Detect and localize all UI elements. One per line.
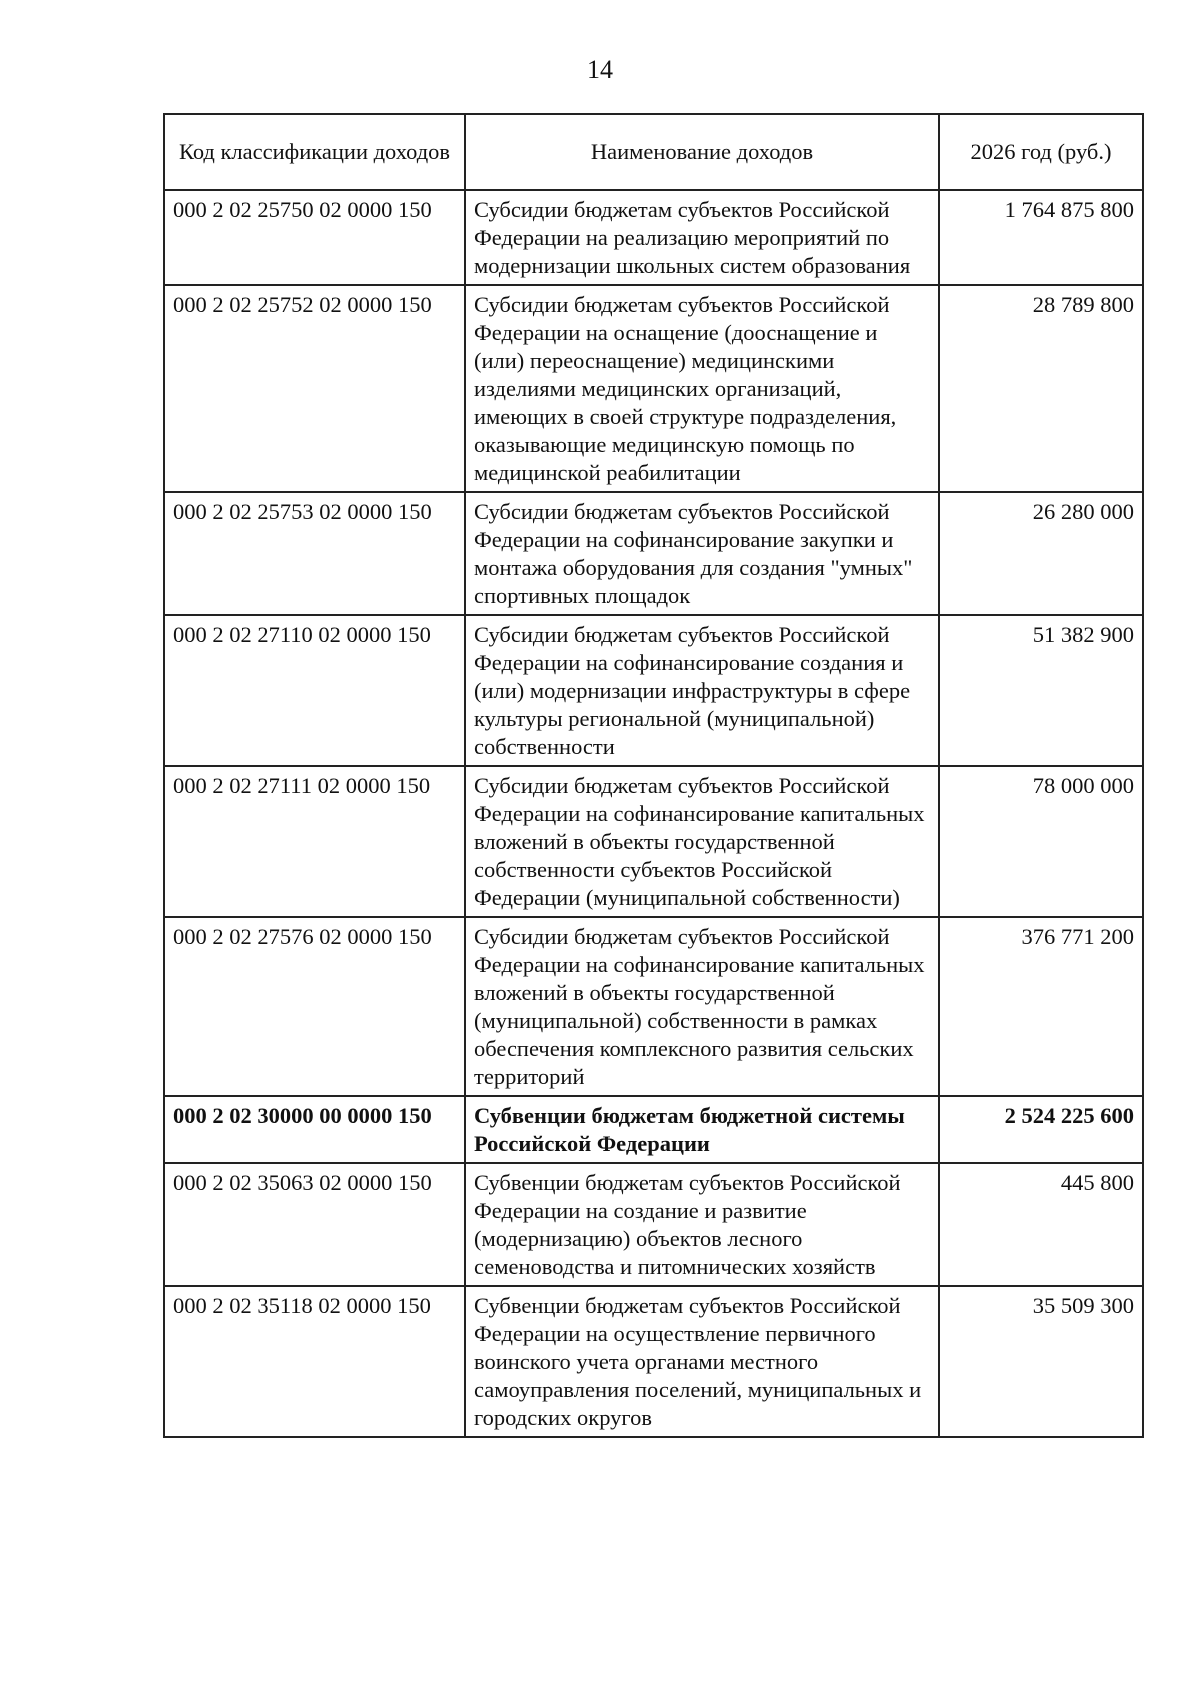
row-amount: 2 524 225 600 — [939, 1096, 1143, 1163]
row-amount: 51 382 900 — [939, 615, 1143, 766]
row-name: Субсидии бюджетам субъектов Российской Федерации на софинансирование капитальных вложений в объекты государственной собственности субъектов Российской Федерации (муниципальной собственности) — [465, 766, 939, 917]
row-code: 000 2 02 27576 02 0000 150 — [164, 917, 465, 1096]
header-code: Код классификации доходов — [164, 114, 465, 190]
row-amount: 28 789 800 — [939, 285, 1143, 492]
row-amount: 35 509 300 — [939, 1286, 1143, 1437]
row-code: 000 2 02 25752 02 0000 150 — [164, 285, 465, 492]
header-amount: 2026 год (руб.) — [939, 114, 1143, 190]
row-name: Субсидии бюджетам субъектов Российской Федерации на софинансирование капитальных вложений в объекты государственной (муниципальной) собственности в рамках обеспечения комплексного развития сельских территорий — [465, 917, 939, 1096]
row-code: 000 2 02 27110 02 0000 150 — [164, 615, 465, 766]
row-name: Субвенции бюджетам субъектов Российской Федерации на создание и развитие (модернизацию) объектов лесного семеноводства и питомнических хозяйств — [465, 1163, 939, 1286]
table-row — [164, 190, 1143, 285]
table-row — [164, 766, 1143, 917]
row-amount: 1 764 875 800 — [939, 190, 1143, 285]
row-name: Субвенции бюджетам бюджетной системы Российской Федерации — [465, 1096, 939, 1163]
header-name: Наименование доходов — [465, 114, 939, 190]
row-name: Субсидии бюджетам субъектов Российской Федерации на оснащение (дооснащение и (или) переоснащение) медицинскими изделиями медицинских организаций, имеющих в своей структуре подразделения, оказывающие медицинскую помощь по медицинской реабилитации — [465, 285, 939, 492]
row-code: 000 2 02 30000 00 0000 150 — [164, 1096, 465, 1163]
row-code: 000 2 02 35063 02 0000 150 — [164, 1163, 465, 1286]
page-number: 14 — [587, 55, 613, 84]
row-name: Субсидии бюджетам субъектов Российской Федерации на реализацию мероприятий по модернизации школьных систем образования — [465, 190, 939, 285]
row-code: 000 2 02 25753 02 0000 150 — [164, 492, 465, 615]
table-header-row — [164, 114, 1143, 190]
table-row — [164, 492, 1143, 615]
row-name: Субсидии бюджетам субъектов Российской Федерации на софинансирование создания и (или) модернизации инфраструктуры в сфере культуры региональной (муниципальной) собственности — [465, 615, 939, 766]
row-name: Субсидии бюджетам субъектов Российской Федерации на софинансирование закупки и монтажа оборудования для создания "умных" спортивных площадок — [465, 492, 939, 615]
revenue-table — [163, 113, 1144, 1438]
row-code: 000 2 02 25750 02 0000 150 — [164, 190, 465, 285]
table-row — [164, 1286, 1143, 1437]
table-row — [164, 1163, 1143, 1286]
row-amount: 26 280 000 — [939, 492, 1143, 615]
row-amount: 445 800 — [939, 1163, 1143, 1286]
row-code: 000 2 02 27111 02 0000 150 — [164, 766, 465, 917]
row-amount: 78 000 000 — [939, 766, 1143, 917]
table-row-subtotal — [164, 1096, 1143, 1163]
table-row — [164, 917, 1143, 1096]
table-row — [164, 615, 1143, 766]
row-amount: 376 771 200 — [939, 917, 1143, 1096]
table-row — [164, 285, 1143, 492]
row-name: Субвенции бюджетам субъектов Российской Федерации на осуществление первичного воинского учета органами местного самоуправления поселений, муниципальных и городских округов — [465, 1286, 939, 1437]
row-code: 000 2 02 35118 02 0000 150 — [164, 1286, 465, 1437]
